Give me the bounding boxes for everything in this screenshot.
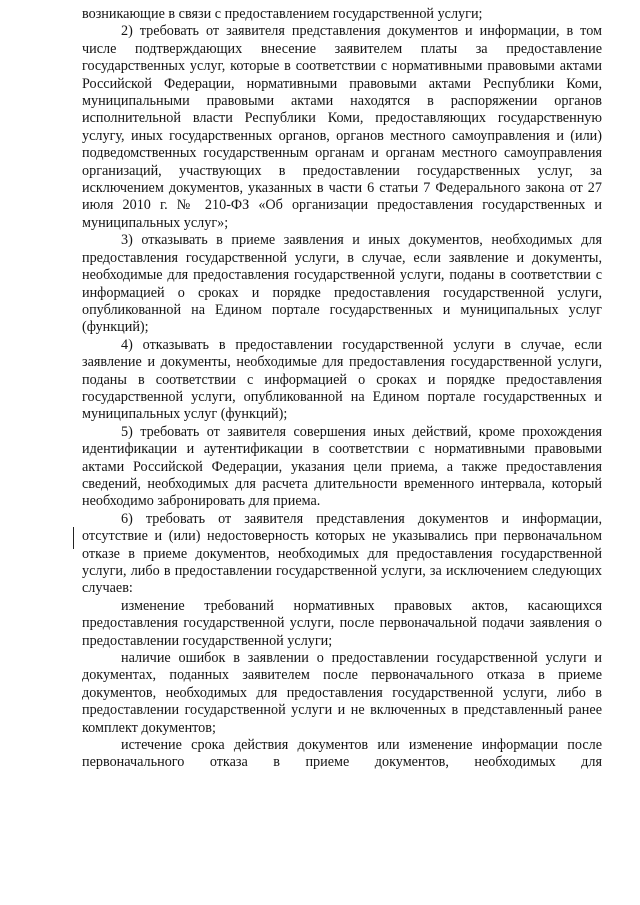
paragraph-item-3: 3) отказывать в приеме заявления и иных документов, необходимых для предоставления государственной услуги, в случае, если заявление и документы, необходимые для предоставления государственной услуги, поданы в соответствии с информацией о сроках и порядке предоставления государственной услуги, опубликованной на Едином портале государственных и муниципальных услуг (функций); [82, 232, 602, 336]
paragraph-exception-2: наличие ошибок в заявлении о предоставлении государственной услуги и документах, поданных заявителем после первоначального отказа в приеме документов, необходимых для предоставления государственной услуги, либо в предоставлении государственной услуги и не включенных в представленный ранее комплект документов; [82, 650, 602, 736]
paragraph-item-4: 4) отказывать в предоставлении государственной услуги в случае, если заявление и документы, необходимые для предоставления государственной услуги, поданы в соответствии с информацией о сроках и порядке предоставления государственной услуги, опубликованной на Едином портале государственных и муниципальных услуг (функций); [82, 336, 602, 423]
paragraph-item-6: 6) требовать от заявителя представления документов и информации, отсутствие и (или) недостоверность которых не указывались при первоначальном отказе в приеме документов, необходимых для предоставления государственной услуги, либо в предоставлении государственной услуги, за исключением следующих случаев: [82, 510, 602, 597]
paragraph-exception-1: изменение требований нормативных правовых актов, касающихся предоставления государственной услуги, после первоначальной подачи заявления о предоставлении государственной услуги; [82, 597, 602, 649]
paragraph-exception-3: истечение срока действия документов или изменение информации после первоначального отказа в приеме документов, необходимых для [82, 737, 602, 771]
document-body [82, 6, 602, 772]
margin-correction-mark [73, 527, 74, 549]
paragraph-item-2: 2) требовать от заявителя представления документов и информации, в том числе подтверждающих внесение заявителем платы за предоставление государственных услуг, которые в соответствии с нормативными правовыми актами Российской Федерации, нормативными правовыми актами Республики Коми, муниципальными правовыми актами находятся в распоряжении органов исполнительной власти Республики Коми, предоставляющих государственную услугу, иных государственных органов, органов местного самоуправления и (или) подведомственных государственным органам и органам местного самоуправления организаций, участвующих в предоставлении государственных услуг, за исключением документов, указанных в части 6 статьи 7 Федерального закона от 27 июля 2010 г. № 210-ФЗ «Об организации предоставления государственных и муниципальных услуг»; [82, 23, 602, 231]
paragraph-continuation: возникающие в связи с предоставлением государственной услуги; [82, 6, 483, 22]
paragraph-item-5: 5) требовать от заявителя совершения иных действий, кроме прохождения идентификации и аутентификации в соответствии с нормативными правовыми актами Российской Федерации, указания цели приема, а также предоставления сведений, необходимых для расчета длительности временного интервала, который необходимо забронировать для приема. [82, 423, 602, 510]
